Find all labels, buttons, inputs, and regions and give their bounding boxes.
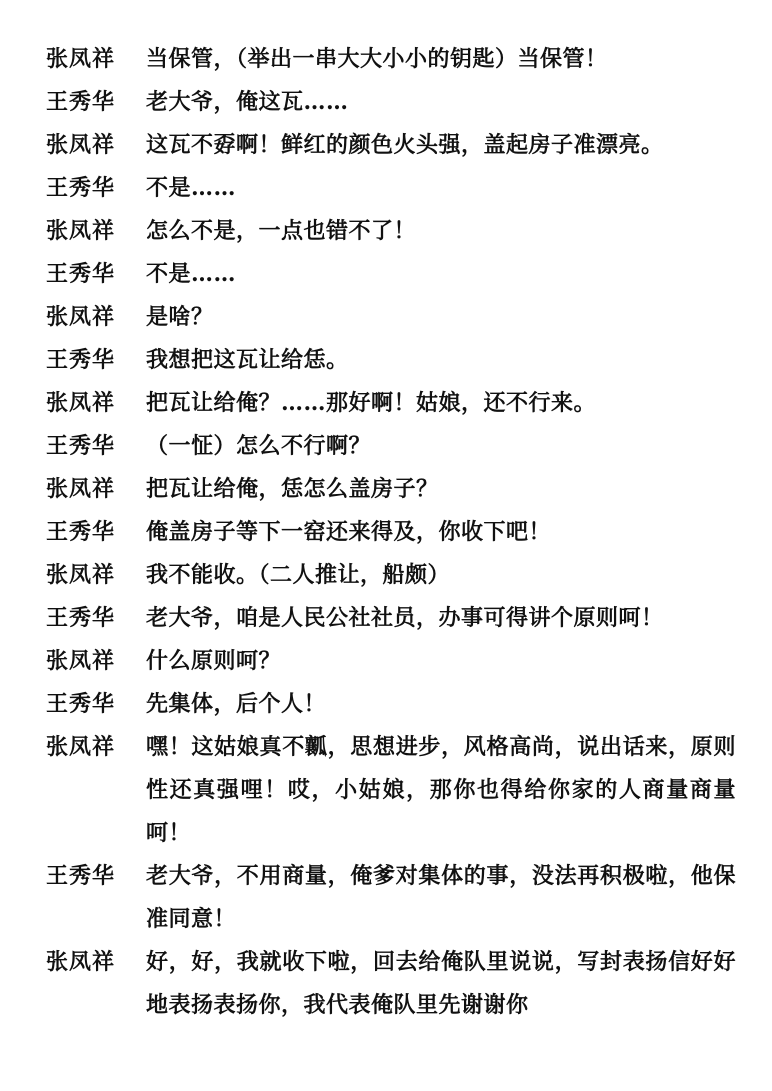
speaker-name: 张凤祥 (46, 390, 116, 416)
dialogue-line (46, 597, 736, 640)
speaker-name: 张凤祥 (46, 648, 116, 674)
speaker-name: 王秀华 (46, 519, 116, 545)
speaker-name: 王秀华 (46, 261, 116, 287)
speech-text: 不是…… (146, 175, 237, 201)
dialogue-line (46, 253, 736, 296)
speaker-name: 王秀华 (46, 175, 116, 201)
speech-text: 好，好，我就收下啦，回去给俺队里说说，写封表扬信好好地表扬表扬你，我代表俺队里先谢谢你 (146, 949, 736, 1018)
dialogue-line (46, 640, 736, 683)
speech-text: 老大爷，不用商量，俺爹对集体的事，没法再积极啦，他保准同意！ (146, 863, 736, 932)
speaker-name: 张凤祥 (46, 562, 116, 588)
dialogue-line (46, 339, 736, 382)
dialogue-line (46, 382, 736, 425)
speech-text: 我不能收。（二人推让，船颇） (146, 562, 451, 588)
speech-text: 什么原则呵？ (146, 648, 282, 674)
speaker-name: 张凤祥 (46, 46, 116, 72)
dialogue-line (46, 210, 736, 253)
speech-text: 我想把这瓦让给恁。 (146, 347, 349, 373)
speech-text: 不是…… (146, 261, 237, 287)
speaker-name: 王秀华 (46, 863, 116, 889)
dialogue-line (46, 511, 736, 554)
speaker-name: 王秀华 (46, 605, 116, 631)
dialogue-line (46, 726, 736, 855)
speech-text: 老大爷，俺这瓦…… (146, 89, 349, 115)
speech-text: 俺盖房子等下一窑还来得及，你收下吧！ (146, 519, 552, 545)
speaker-name: 王秀华 (46, 89, 116, 115)
speaker-name: 王秀华 (46, 433, 116, 459)
speech-text: 把瓦让给俺，恁怎么盖房子？ (146, 476, 439, 502)
dialogue-line (46, 81, 736, 124)
dialogue-line (46, 38, 736, 81)
speech-text: 是啥？ (146, 304, 214, 330)
speaker-name: 张凤祥 (46, 734, 116, 760)
dialogue-line (46, 941, 736, 1027)
speaker-name: 张凤祥 (46, 476, 116, 502)
speech-text: 怎么不是，一点也错不了！ (146, 218, 417, 244)
dialogue-line (46, 683, 736, 726)
speaker-name: 张凤祥 (46, 949, 116, 975)
dialogue-line (46, 468, 736, 511)
speaker-name: 王秀华 (46, 347, 116, 373)
dialogue-line (46, 554, 736, 597)
dialogue-line (46, 855, 736, 941)
speaker-name: 张凤祥 (46, 304, 116, 330)
speaker-name: 王秀华 (46, 691, 116, 717)
dialogue-line (46, 296, 736, 339)
speaker-name: 张凤祥 (46, 132, 116, 158)
speech-text: （一怔）怎么不行啊？ (146, 433, 372, 459)
speech-text: 把瓦让给俺？……那好啊！姑娘，还不行来。 (146, 390, 597, 416)
speech-text: 当保管，（举出一串大大小小的钥匙）当保管！ (146, 46, 608, 72)
speaker-name: 张凤祥 (46, 218, 116, 244)
dialogue-line (46, 124, 736, 167)
speech-text: 嘿！这姑娘真不瓤，思想进步，风格高尚，说出话来，原则性还真强哩！哎，小姑娘，那你也得给你家的人商量商量呵！ (146, 734, 736, 846)
dialogue-list (46, 38, 736, 1027)
dialogue-line (46, 167, 736, 210)
speech-text: 这瓦不孬啊！鲜红的颜色火头强，盖起房子准漂亮。 (146, 132, 664, 158)
speech-text: 先集体，后个人！ (146, 691, 327, 717)
speech-text: 老大爷，咱是人民公社社员，办事可得讲个原则呵！ (146, 605, 664, 631)
dialogue-line (46, 425, 736, 468)
